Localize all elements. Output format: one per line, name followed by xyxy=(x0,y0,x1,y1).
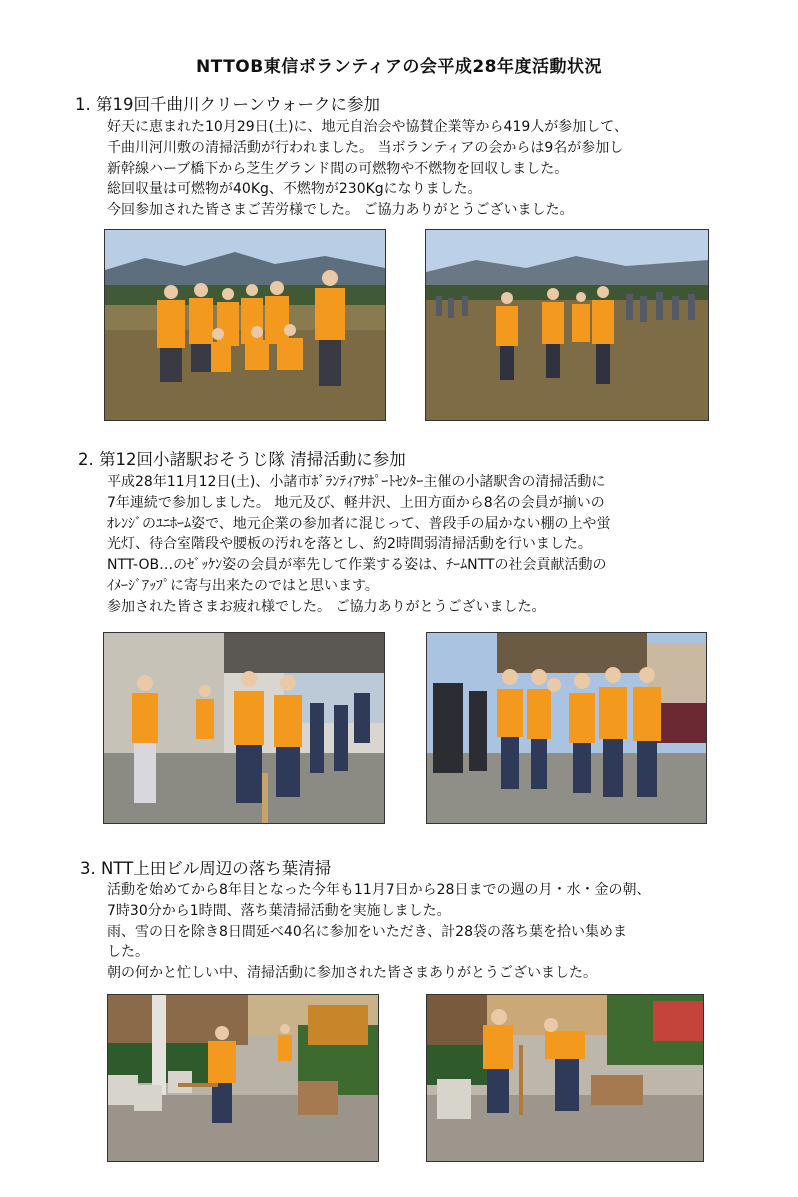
section-3-heading: 3. NTT上田ビル周辺の落ち葉清掃 xyxy=(80,859,332,878)
section-1-line: 今回参加された皆さまご苦労様でした。 ご協力ありがとうございました。 xyxy=(107,202,574,219)
section-1-line: 千曲川河川敷の清掃活動が行われました。 当ボランティアの会からは9名が参加し xyxy=(107,139,624,156)
photo-leaf-sweeping-2 xyxy=(426,994,704,1162)
section-3-line: 活動を始めてから8年目となった今年も11月7日から28日までの週の月・水・金の朝、 xyxy=(107,882,651,898)
photo-riverbank-field xyxy=(425,229,709,421)
section-3-line: した。 xyxy=(107,944,149,961)
section-3-line: 7時30分から1時間、落ち葉清掃活動を実施しました。 xyxy=(107,902,451,919)
section-2-line: ｵﾚﾝｼﾞのﾕﾆﾎｰﾑ姿で、地元企業の参加者に混じって、普段手の届かない棚の上や蛍 xyxy=(107,515,611,532)
section-3-line: 雨、雪の日を除き8日間延べ40名に参加をいただき、計28袋の落ち葉を拾い集めま xyxy=(107,923,627,940)
section-1-line: 総回収量は可燃物が40Kg、不燃物が230Kgになりました。 xyxy=(107,181,482,198)
section-2-line: 平成28年11月12日(土)、小諸市ﾎﾞﾗﾝﾃｨｱｻﾎﾟｰﾄｾﾝﾀｰ主催の小諸駅舎の清掃活動に xyxy=(107,474,606,490)
page-title: NTTOB東信ボランティアの会平成28年度活動状況 xyxy=(195,57,603,77)
section-3-line: 朝の何かと忙しい中、清掃活動に参加された皆さまありがとうございました。 xyxy=(107,965,597,982)
section-2-line: ｲﾒｰｼﾞｱｯﾌﾟに寄与出来たのではと思います。 xyxy=(107,577,379,594)
section-2-line: NTT-OB…のｾﾞｯｹﾝ姿の会員が率先して作業する姿は、ﾁｰﾑNTTの社会貢献活動の xyxy=(107,557,607,574)
section-2-line: 光灯、待合室階段や腰板の汚れを落とし、約2時間弱清掃活動を行いました。 xyxy=(107,536,592,553)
section-3-body xyxy=(107,880,650,984)
section-1-heading: 1. 第19回千曲川クリーンウォークに参加 xyxy=(75,95,380,114)
section-2-line: 参加された皆さまお疲れ様でした。 ご協力ありがとうございました。 xyxy=(107,598,546,615)
section-1-line: 好天に恵まれた10月29日(土)に、地元自治会や協賛企業等から419人が参加して、 xyxy=(107,119,628,135)
section-2-heading: 2. 第12回小諸駅おそうじ隊 清掃活動に参加 xyxy=(78,450,406,469)
section-1-line: 新幹線ハーブ橋下から芝生グランド間の可燃物や不燃物を回収しました。 xyxy=(107,160,569,177)
photo-leaf-sweeping-1 xyxy=(107,994,379,1162)
photo-riverbank-group xyxy=(104,229,386,421)
section-2-line: 7年連続で参加しました。 地元及び、軽井沢、上田方面から8名の会員が揃いの xyxy=(107,494,605,511)
photo-station-platform xyxy=(103,632,385,824)
photo-station-plaza xyxy=(426,632,707,824)
section-1-body xyxy=(107,117,628,221)
section-2-body xyxy=(107,472,610,618)
